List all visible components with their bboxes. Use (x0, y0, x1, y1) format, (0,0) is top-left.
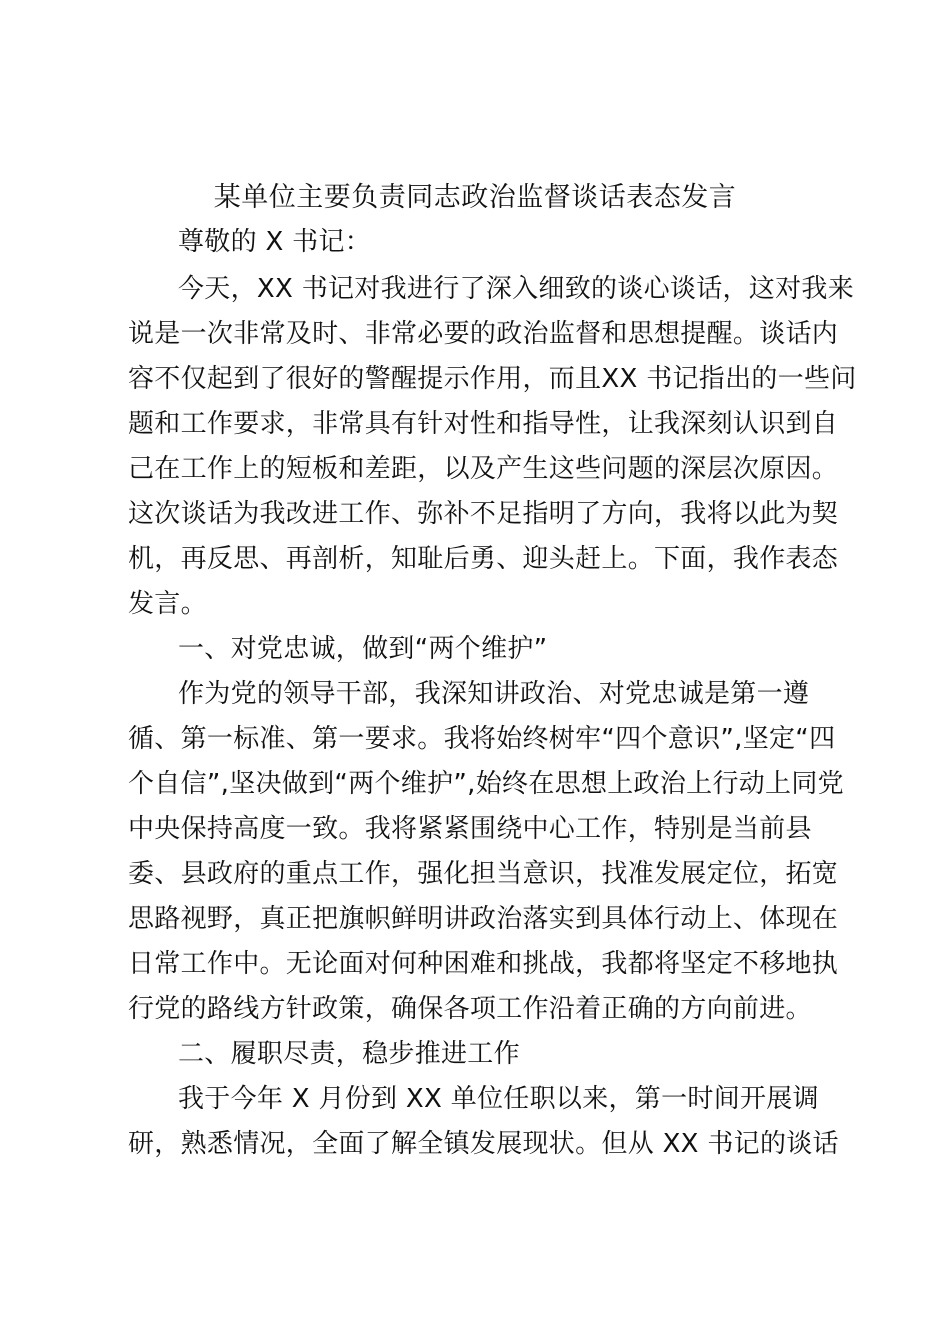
document-title: 某单位主要负责同志政治监督谈话表态发言 (213, 182, 737, 213)
paragraph-line: 行党的路线方针政策，确保各项工作沿着正确的方向前进。 (128, 994, 812, 1024)
paragraph-line: 中央保持高度一致。我将紧紧围绕中心工作，特别是当前县 (128, 814, 812, 844)
paragraph-line: 题和工作要求，非常具有针对性和指导性，让我深刻认识到自 (128, 409, 839, 439)
salutation: 尊敬的 X 书记： (178, 227, 372, 257)
paragraph-line: 机，再反思、再剖析，知耻后勇、迎头赶上。下面，我作表态 (128, 544, 839, 574)
paragraph-line: 日常工作中。无论面对何种困难和挑战，我都将坚定不移地执 (128, 949, 839, 979)
paragraph-line: 说是一次非常及时、非常必要的政治监督和思想提醒。谈话内 (128, 319, 839, 349)
paragraph-line: 研，熟悉情况，全面了解全镇发展现状。但从 XX 书记的谈话 (128, 1129, 839, 1159)
paragraph-line: 思路视野，真正把旗帜鲜明讲政治落实到具体行动上、体现在 (128, 904, 839, 934)
section-heading: 一、对党忠诚，做到“两个维护” (178, 634, 548, 664)
paragraph-line: 己在工作上的短板和差距，以及产生这些问题的深层次原因。 (128, 454, 839, 484)
paragraph-line: 今天，XX 书记对我进行了深入细致的谈心谈话，这对我来 (178, 274, 854, 304)
paragraph-line: 作为党的领导干部，我深知讲政治、对党忠诚是第一遵 (178, 679, 810, 709)
section-heading: 二、履职尽责，稳步推进工作 (178, 1039, 520, 1069)
paragraph-line: 委、县政府的重点工作，强化担当意识，找准发展定位，拓宽 (128, 859, 839, 889)
paragraph-line: 个自信”,坚决做到“两个维护”,始终在思想上政治上行动上同党 (128, 769, 844, 799)
paragraph-line: 这次谈话为我改进工作、弥补不足指明了方向，我将以此为契 (128, 499, 839, 529)
paragraph-line: 容不仅起到了很好的警醒提示作用，而且XX 书记指出的一些问 (128, 364, 857, 394)
paragraph-line: 循、第一标准、第一要求。我将始终树牢“四个意识”,坚定“四 (128, 724, 836, 754)
paragraph-line: 发言。 (128, 589, 207, 619)
paragraph-line: 我于今年 X 月份到 XX 单位任职以来，第一时间开展调 (178, 1084, 819, 1114)
